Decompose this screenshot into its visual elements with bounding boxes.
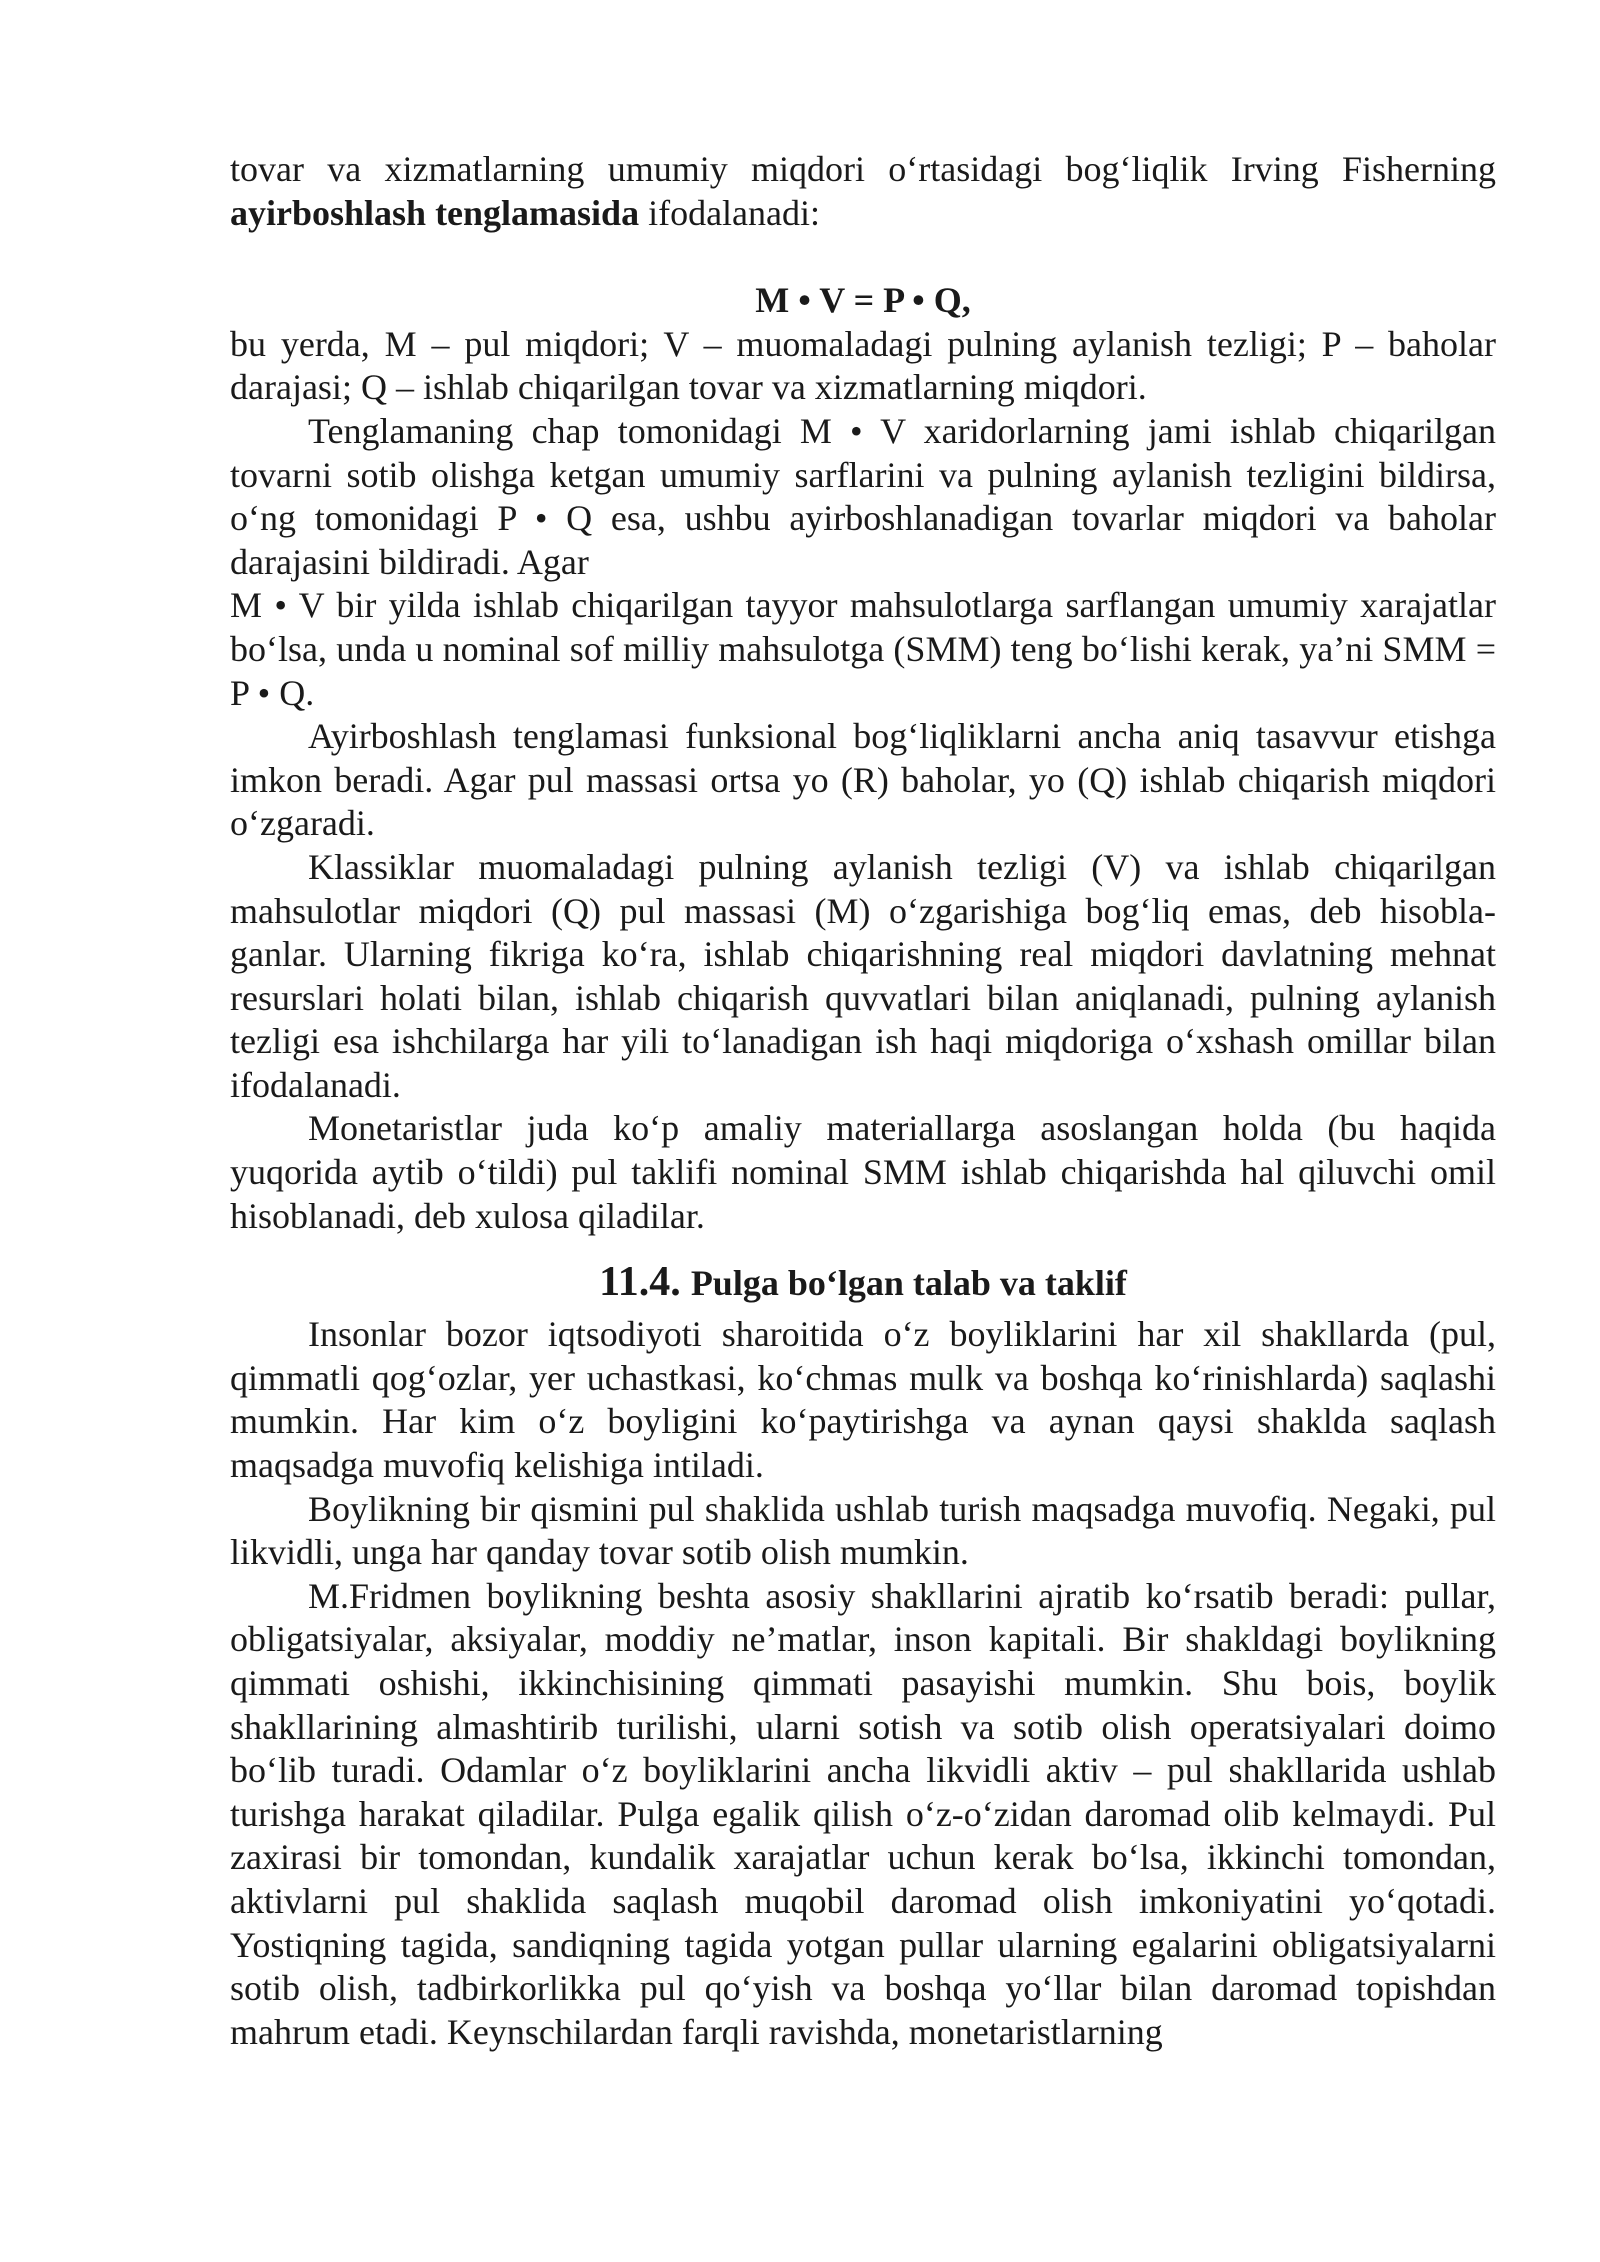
exchange-equation: M • V = P • Q,	[755, 280, 971, 321]
paragraph-classics: Klassiklar muomaladagi pulning aylanish tezligi (V) va ishlab chiqarilgan mahsulotlar miqdori (Q) pul massasi (M) o‘zgarishiga bog‘liq emas, deb hisobla-ganlar. Ularning fikriga ko‘ra, ishlab chiqarishning real miqdori davlatning mehnat resurslari holati bilan, ishlab chiqarish quvvatlari bilan aniqlanadi, pulning aylanish tezligi esa ishchilarga har yili to‘lanadigan ish haqi miqdoriga o‘xshash omillar bilan ifodalanadi.	[230, 846, 1496, 1105]
section-title: Pulga bo‘lgan talab va taklif	[690, 1263, 1127, 1304]
paragraph-liquidity: Boylikning bir qismini pul shaklida ushlab turish maqsadga muvofiq. Negaki, pul likvidli, unga har qanday tovar sotib olish mumkin.	[230, 1488, 1496, 1573]
paragraph-monetarists: Monetaristlar juda ko‘p amaliy materiallarga asoslangan holda (bu haqida yuqorida aytib o‘tildi) pul taklifi nominal SMM ishlab chiqarishda hal qiluvchi omil hisoblanadi, deb xulosa qiladilar.	[230, 1108, 1496, 1236]
paragraph-wealth-forms: Insonlar bozor iqtsodiyoti sharoitida o‘z boyliklarini har xil shakllarda (pul, qimmatli qog‘ozlar, yer uchastkasi, ko‘chmas mulk va boshqa ko‘rinishlarda) saqlashi mumkin. Har kim o‘z boyligini ko‘paytirishga va aynan qaysi shaklda saqlash maqsadga muvofiq kelishiga intiladi.	[230, 1314, 1496, 1486]
paragraph-friedman: M.Fridmen boylikning beshta asosiy shakllarini ajratib ko‘rsatib beradi: pullar, obligatsiyalar, aksiyalar, moddiy ne’matlar, inson kapitali. Bir shakldagi boylikning qimmati oshishi, ikkinchisining qimmati pasayishi mumkin. Shu bois, boylik shakllarining almashtirib turilishi, ularni sotish va sotib olish operatsiyalari doimo bo‘lib turadi. Odamlar o‘z boyliklarini ancha likvidli aktiv – pul shakllarida ushlab turishga harakat qiladilar. Pulga egalik qilish o‘z-o‘zidan daromad olib kelmaydi. Pul zaxirasi bir tomondan, kundalik xarajatlar uchun kerak bo‘lsa, ikkinchi tomondan, aktivlarni pul shaklida saqlash muqobil daromad olish imkoniyatini yo‘qotadi. Yostiqning tagida, sandiqning tagida yotgan pullar ularning egalarini obligatsiyalarni sotib olish, tadbirkorlikka pul qo‘yish va boshqa yo‘llar bilan daromad topishdan mahrum etadi. Keynschilardan farqli ravishda, monetaristlarning	[230, 1575, 1496, 2052]
intro-bold-term: ayirboshlash tenglamasida	[230, 192, 640, 233]
paragraph-definitions: bu yerda, M – pul miqdori; V – muomaladagi pulning aylanish tezligi; P – baholar darajasi; Q – ishlab chiqarilgan tovar va xizmatlarning miqdori.	[230, 323, 1496, 408]
intro-tail: ifodalanadi:	[639, 192, 821, 233]
intro-text: tovar va xizmatlarning umumiy miqdori o‘rtasidagi bog‘liqlik Irving Fisherning	[230, 149, 1496, 189]
paragraph-functional: Ayirboshlash tenglamasi funksional bog‘liqliklarni ancha aniq tasavvur etishga imkon beradi. Agar pul massasi ortsa yo (R) baholar, yo (Q) ishlab chiqarish miqdori o‘zgaradi.	[230, 716, 1496, 844]
paragraph-left-side: Tenglamaning chap tomonidagi M • V xaridorlarning jami ishlab chiqarilgan tovarni sotib olishga ketgan umumiy sarflarini va pulning aylanish tezligini bildirsa, o‘ng tomonidagi P • Q esa, ushbu ayirboshlanadigan tovarlar miqdori va baholar darajasini bildiradi. Agar	[230, 410, 1496, 582]
paragraph-smm: M • V bir yilda ishlab chiqarilgan tayyor mahsulotlarga sarflangan umumiy xarajatlar bo‘lsa, unda u nominal sof milliy mahsulotga (SMM) teng bo‘lishi kerak, ya’ni SMM = P • Q.	[230, 585, 1496, 713]
section-number: 11.4.	[599, 1259, 681, 1306]
section-heading	[230, 1256, 1496, 1309]
document-page	[230, 148, 1496, 2054]
paragraph-intro	[230, 148, 1496, 235]
